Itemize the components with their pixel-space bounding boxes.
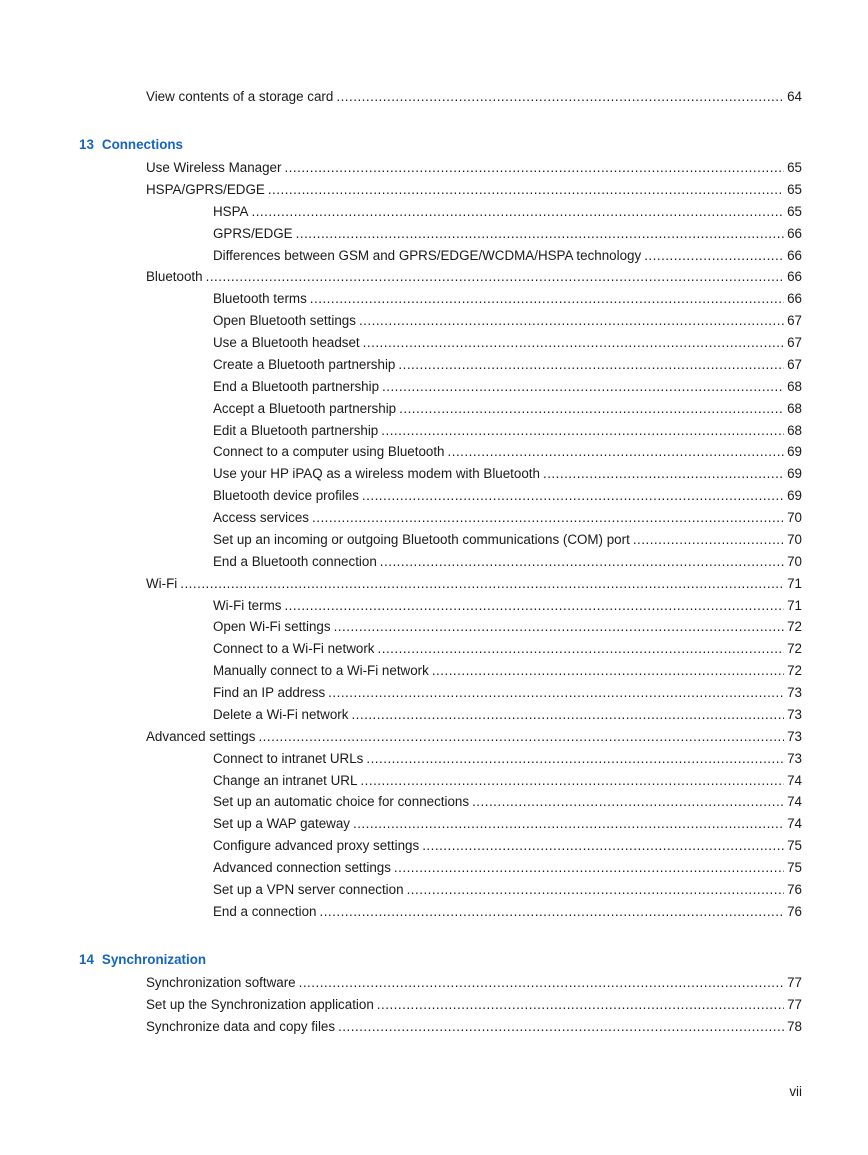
- dot-leader: [359, 312, 784, 330]
- chapter-heading[interactable]: [79, 136, 183, 154]
- toc-entry-title: HSPA: [213, 204, 249, 219]
- toc-entry-page: 67: [787, 357, 802, 372]
- dot-leader: [299, 974, 784, 992]
- toc-subentry[interactable]: [213, 400, 802, 418]
- toc-entry-page: 75: [787, 860, 802, 875]
- dot-leader: [353, 815, 784, 833]
- toc-entry-page: 75: [787, 838, 802, 853]
- dot-leader: [206, 268, 785, 286]
- dot-leader: [398, 356, 784, 374]
- dot-leader: [382, 378, 784, 396]
- dot-leader: [328, 684, 784, 702]
- dot-leader: [268, 181, 784, 199]
- toc-entry-page: 65: [787, 160, 802, 175]
- chapter-number: 14: [79, 952, 94, 967]
- dot-leader: [284, 159, 784, 177]
- toc-entry-title: Open Bluetooth settings: [213, 313, 356, 328]
- toc-entry-page: 73: [787, 751, 802, 766]
- toc-subentry[interactable]: [213, 378, 802, 396]
- toc-entry[interactable]: [146, 268, 802, 286]
- toc-entry-page: 71: [787, 598, 802, 613]
- toc-entry-title: Set up a WAP gateway: [213, 816, 350, 831]
- toc-subentry[interactable]: [213, 356, 802, 374]
- toc-entry-title: Advanced connection settings: [213, 860, 391, 875]
- toc-entry-title: Synchronize data and copy files: [146, 1019, 336, 1034]
- dot-leader: [319, 903, 784, 921]
- toc-entry-page: 72: [787, 663, 802, 678]
- toc-entry-title: Manually connect to a Wi-Fi network: [213, 663, 429, 678]
- toc-subentry[interactable]: [213, 290, 802, 308]
- toc-entry-page: 78: [787, 1019, 802, 1034]
- toc-entry-title: Set up a VPN server connection: [213, 882, 404, 897]
- toc-entry[interactable]: [146, 159, 802, 177]
- dot-leader: [362, 487, 784, 505]
- toc-entry-page: 73: [787, 685, 802, 700]
- toc-entry[interactable]: [146, 996, 802, 1014]
- toc-subentry[interactable]: [213, 225, 802, 243]
- toc-subentry[interactable]: [213, 750, 802, 768]
- dot-leader: [377, 996, 784, 1014]
- toc-entry-title: Find an IP address: [213, 685, 326, 700]
- toc-entry-page: 65: [787, 204, 802, 219]
- toc-entry-title: Advanced settings: [146, 729, 256, 744]
- toc-entry-title: Delete a Wi-Fi network: [213, 707, 349, 722]
- toc-entry-page: 71: [787, 576, 802, 591]
- dot-leader: [180, 575, 784, 593]
- toc-entry-page: 74: [787, 773, 802, 788]
- toc-entry[interactable]: [146, 575, 802, 593]
- toc-entry-page: 70: [787, 510, 802, 525]
- dot-leader: [380, 553, 784, 571]
- toc-entry-title: Use your HP iPAQ as a wireless modem with Bluetooth: [213, 466, 540, 481]
- toc-subentry[interactable]: [213, 247, 802, 265]
- toc-subentry[interactable]: [213, 772, 802, 790]
- toc-entry-page: 74: [787, 794, 802, 809]
- toc-entry-title: Bluetooth device profiles: [213, 488, 359, 503]
- toc-entry-title: Connect to a Wi-Fi network: [213, 641, 375, 656]
- toc-entry-title: Set up an automatic choice for connections: [213, 794, 470, 809]
- dot-leader: [296, 225, 784, 243]
- toc-entry[interactable]: [146, 974, 802, 992]
- dot-leader: [284, 597, 784, 615]
- dot-leader: [351, 706, 784, 724]
- dot-leader: [363, 334, 784, 352]
- toc-entry-page: 66: [787, 248, 802, 263]
- dot-leader: [407, 881, 785, 899]
- dot-leader: [378, 640, 785, 658]
- toc-entry-title: Configure advanced proxy settings: [213, 838, 420, 853]
- toc-entry-title: Create a Bluetooth partnership: [213, 357, 396, 372]
- dot-leader: [366, 750, 784, 768]
- toc-entry-title: Synchronization software: [146, 975, 296, 990]
- dot-leader: [338, 1018, 784, 1036]
- toc-entry-title: Access services: [213, 510, 309, 525]
- toc-subentry[interactable]: [213, 531, 802, 549]
- toc-subentry[interactable]: [213, 903, 802, 921]
- toc-entry-title: Change an intranet URL: [213, 773, 358, 788]
- toc-subentry[interactable]: [213, 837, 802, 855]
- toc-entry-title: Use Wireless Manager: [146, 160, 282, 175]
- toc-entry-title: Connect to a computer using Bluetooth: [213, 444, 445, 459]
- toc-entry-title: Set up the Synchronization application: [146, 997, 374, 1012]
- toc-entry-page: 76: [787, 904, 802, 919]
- dot-leader: [251, 203, 784, 221]
- toc-subentry[interactable]: [213, 859, 802, 877]
- toc-entry-title: Bluetooth: [146, 269, 203, 284]
- toc-entry-title: End a Bluetooth partnership: [213, 379, 380, 394]
- dot-leader: [334, 618, 785, 636]
- toc-entry[interactable]: [146, 728, 802, 746]
- chapter-heading[interactable]: [79, 951, 206, 969]
- toc-entry-title: Open Wi-Fi settings: [213, 619, 331, 634]
- toc-subentry[interactable]: [213, 662, 802, 680]
- toc-entry-title: Differences between GSM and GPRS/EDGE/WCDMA/HSPA technology: [213, 248, 642, 263]
- toc-entry-page: 70: [787, 532, 802, 547]
- dot-leader: [422, 837, 784, 855]
- dot-leader: [644, 247, 784, 265]
- dot-leader: [399, 400, 784, 418]
- toc-subentry[interactable]: [213, 684, 802, 702]
- toc-entry-page: 70: [787, 554, 802, 569]
- toc-entry-title: HSPA/GPRS/EDGE: [146, 182, 265, 197]
- toc-subentry[interactable]: [213, 881, 802, 899]
- toc-subentry[interactable]: [213, 509, 802, 527]
- toc-entry[interactable]: [146, 88, 802, 106]
- toc-entry-page: 69: [787, 488, 802, 503]
- toc-entry-page: 66: [787, 269, 802, 284]
- toc-entry-title: Set up an incoming or outgoing Bluetooth communications (COM) port: [213, 532, 630, 547]
- toc-entry-title: End a Bluetooth connection: [213, 554, 377, 569]
- toc-entry[interactable]: [146, 181, 802, 199]
- dot-leader: [394, 859, 784, 877]
- toc-subentry[interactable]: [213, 334, 802, 352]
- toc-subentry[interactable]: [213, 618, 802, 636]
- toc-entry-page: 72: [787, 619, 802, 634]
- toc-entry-page: 77: [787, 975, 802, 990]
- toc-entry-title: Wi-Fi terms: [213, 598, 282, 613]
- toc-subentry[interactable]: [213, 203, 802, 221]
- toc-entry-page: 67: [787, 335, 802, 350]
- toc-entry-title: View contents of a storage card: [146, 89, 334, 104]
- dot-leader: [310, 290, 784, 308]
- toc-subentry[interactable]: [213, 640, 802, 658]
- toc-subentry[interactable]: [213, 793, 802, 811]
- toc-entry-title: Use a Bluetooth headset: [213, 335, 360, 350]
- toc-entry-page: 72: [787, 641, 802, 656]
- toc-subentry[interactable]: [213, 487, 802, 505]
- page-number: vii: [789, 1084, 802, 1099]
- chapter-title: Connections: [101, 137, 183, 152]
- toc-entry-page: 76: [787, 882, 802, 897]
- toc-entry-page: 66: [787, 226, 802, 241]
- toc-entry-page: 64: [787, 89, 802, 104]
- dot-leader: [336, 88, 784, 106]
- toc-entry-page: 66: [787, 291, 802, 306]
- toc-entry-title: Wi-Fi: [146, 576, 178, 591]
- toc-subentry[interactable]: [213, 422, 802, 440]
- toc-entry-page: 77: [787, 997, 802, 1012]
- toc-entry-title: Edit a Bluetooth partnership: [213, 423, 379, 438]
- toc-entry-page: 74: [787, 816, 802, 831]
- toc-entry-page: 69: [787, 466, 802, 481]
- toc-entry-page: 73: [787, 729, 802, 744]
- toc-subentry[interactable]: [213, 443, 802, 461]
- toc-subentry[interactable]: [213, 815, 802, 833]
- toc-entry-page: 68: [787, 423, 802, 438]
- chapter-number: 13: [79, 137, 94, 152]
- dot-leader: [258, 728, 784, 746]
- toc-subentry[interactable]: [213, 312, 802, 330]
- dot-leader: [360, 772, 784, 790]
- toc-entry-page: 69: [787, 444, 802, 459]
- toc-entry-title: Bluetooth terms: [213, 291, 307, 306]
- dot-leader: [448, 443, 785, 461]
- toc-entry-page: 73: [787, 707, 802, 722]
- dot-leader: [543, 465, 784, 483]
- toc-entry-title: Connect to intranet URLs: [213, 751, 364, 766]
- toc-entry-title: Accept a Bluetooth partnership: [213, 401, 397, 416]
- dot-leader: [381, 422, 784, 440]
- toc-subentry[interactable]: [213, 706, 802, 724]
- toc-subentry[interactable]: [213, 597, 802, 615]
- chapter-title: Synchronization: [101, 952, 207, 967]
- toc-entry-page: 68: [787, 401, 802, 416]
- toc-subentry[interactable]: [213, 553, 802, 571]
- dot-leader: [472, 793, 784, 811]
- dot-leader: [312, 509, 784, 527]
- toc-entry-title: End a connection: [213, 904, 317, 919]
- toc-entry-page: 65: [787, 182, 802, 197]
- toc-entry-page: 68: [787, 379, 802, 394]
- toc-entry[interactable]: [146, 1018, 802, 1036]
- toc-subentry[interactable]: [213, 465, 802, 483]
- dot-leader: [432, 662, 784, 680]
- toc-entry-page: 67: [787, 313, 802, 328]
- toc-entry-title: GPRS/EDGE: [213, 226, 293, 241]
- dot-leader: [633, 531, 784, 549]
